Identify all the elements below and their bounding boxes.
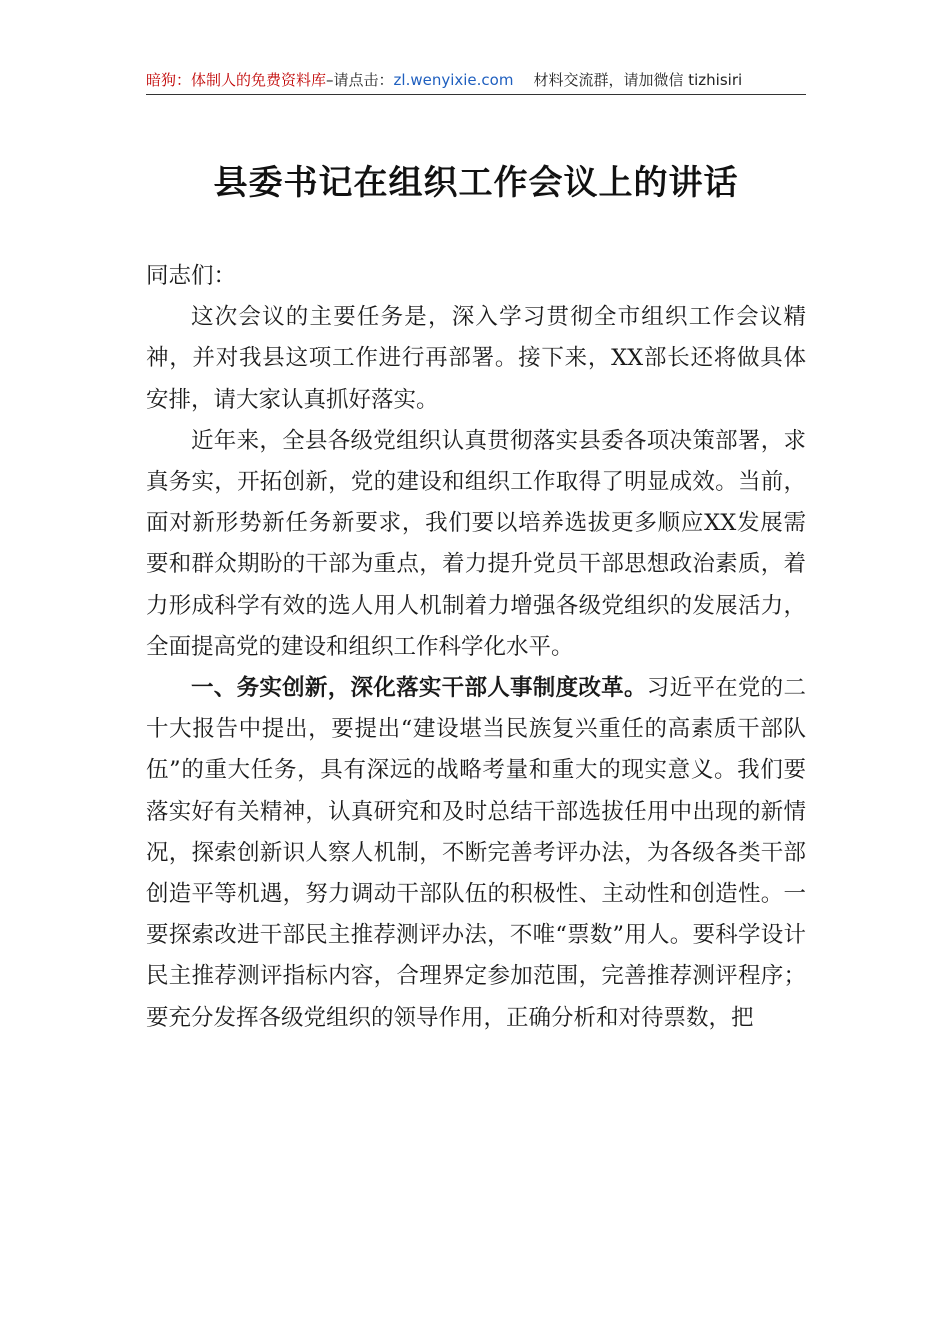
- header-click-prompt: –请点击：: [326, 71, 394, 89]
- document-body: [146, 256, 806, 1039]
- paragraph: 近年来，全县各级党组织认真贯彻落实县委各项决策部署，求真务实，开拓创新，党的建设和组织工作取得了明显成效。当前，面对新形势新任务新要求，我们要以培养选拔更多顺应XX发展需要和群众期盼的干部为重点，着力提升党员干部思想政治素质，着力形成科学有效的选人用人机制着力增强各级党组织的发展活力，全面提高党的建设和组织工作科学化水平。: [146, 427, 806, 660]
- header-link[interactable]: zl.wenyixie.com: [393, 71, 514, 89]
- header-contact: 材料交流群，请加微信 tizhisiri: [533, 71, 743, 89]
- paragraph: 这次会议的主要任务是，深入学习贯彻全市组织工作会议精神，并对我县这项工作进行再部署。接下来，XX部长还将做具体安排，请大家认真抓好落实。: [146, 304, 806, 413]
- section-heading: 一、务实创新，深化落实干部人事制度改革。: [191, 675, 647, 702]
- section-text: 习近平在党的二十大报告中提出，要提出“建设堪当民族复兴重任的高素质干部队伍”的重大任务，具有深远的战略考量和重大的现实意义。我们要落实好有关精神，认真研究和及时总结干部选拔任用中出现的新情况，探索创新识人察人机制，不断完善考评办法，为各级各类干部创造平等机遇，努力调动干部队伍的积极性、主动性和创造性。一要探索改进干部民主推荐测评办法，不唯“票数”用人。要科学设计民主推荐测评指标内容，合理界定参加范围，完善推荐测评程序；要充分发挥各级党组织的领导作用，正确分析和对待票数，把: [146, 675, 806, 1031]
- document-title: 县委书记在组织工作会议上的讲话: [213, 163, 739, 203]
- section-paragraph: [146, 668, 806, 1039]
- header-brand: 暗狗：体制人的免费资料库: [146, 71, 327, 89]
- salutation: 同志们：: [146, 263, 237, 289]
- header-banner: [146, 66, 806, 95]
